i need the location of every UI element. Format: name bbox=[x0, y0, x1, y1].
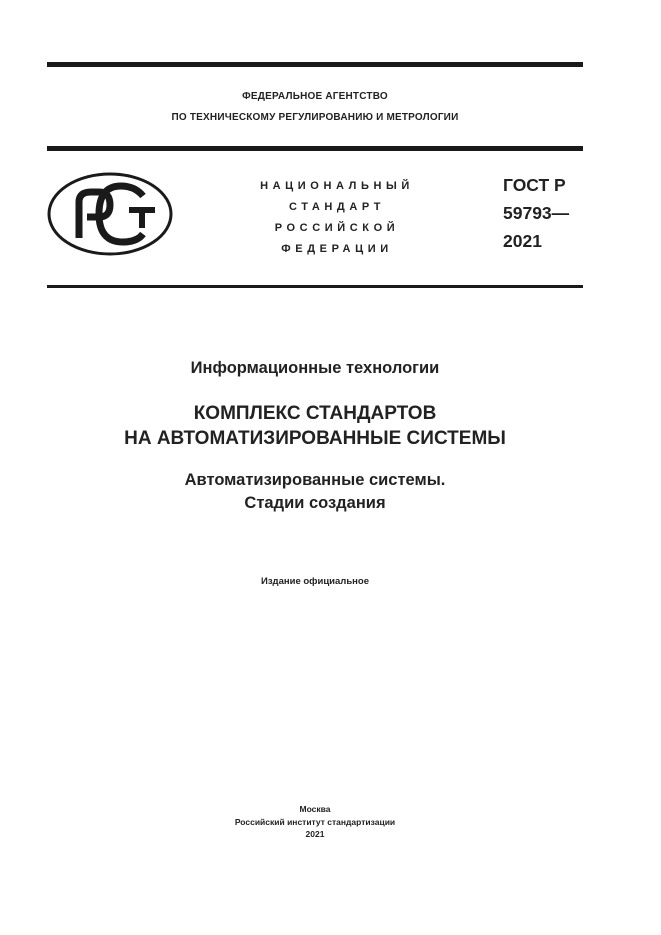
standard-type-line: ФЕДЕРАЦИИ bbox=[281, 243, 393, 255]
rst-certification-mark-icon bbox=[47, 172, 173, 256]
top-rule bbox=[47, 62, 583, 67]
footer-year: 2021 bbox=[305, 829, 325, 839]
edition-label: Издание официальное bbox=[261, 576, 369, 587]
agency-line-2: ПО ТЕХНИЧЕСКОМУ РЕГУЛИРОВАНИЮ И МЕТРОЛОГИИ bbox=[171, 112, 459, 123]
designation-line-1: ГОСТ Р bbox=[503, 175, 566, 195]
agency-line-1: ФЕДЕРАЛЬНОЕ АГЕНТСТВО bbox=[242, 91, 388, 102]
standard-type-line: СТАНДАРТ bbox=[288, 201, 386, 213]
sub-title bbox=[47, 469, 583, 515]
designation-line-3: 2021 bbox=[503, 231, 542, 251]
main-title-line-2: НА АВТОМАТИЗИРОВАННЫЕ СИСТЕМЫ bbox=[124, 428, 506, 449]
logo-section-rule bbox=[47, 285, 583, 288]
header-rule bbox=[47, 146, 583, 151]
sub-title-line-1: Автоматизированные системы. bbox=[184, 471, 446, 489]
footer-city: Москва bbox=[299, 804, 331, 814]
main-title bbox=[47, 401, 583, 451]
standard-type-line: РОССИЙСКОЙ bbox=[274, 222, 400, 234]
standard-type bbox=[222, 176, 452, 260]
designation-line-2: 59793— bbox=[503, 203, 570, 223]
standard-type-line: НАЦИОНАЛЬНЫЙ bbox=[260, 180, 414, 192]
footer-publisher: Российский институт стандартизации bbox=[234, 816, 396, 827]
standard-designation bbox=[503, 171, 569, 255]
publisher-footer bbox=[47, 803, 583, 841]
main-title-line-1: КОМПЛЕКС СТАНДАРТОВ bbox=[193, 403, 437, 424]
sub-title-line-2: Стадии создания bbox=[244, 494, 386, 512]
subject-heading: Информационные технологии bbox=[190, 359, 440, 377]
